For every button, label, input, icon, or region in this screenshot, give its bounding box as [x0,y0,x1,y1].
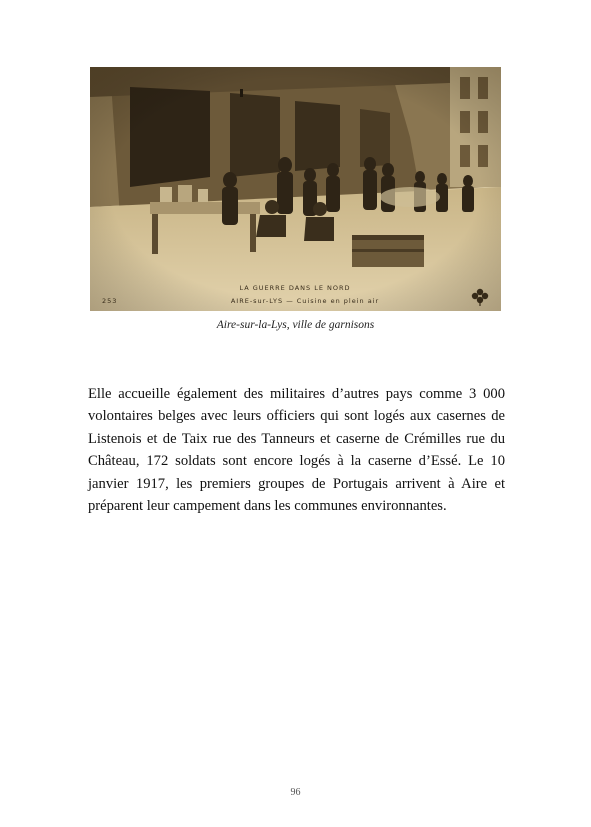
body-paragraph: Elle accueille également des militaires d’autres pays comme 3 000 volontaires belges avec leurs officiers qui sont logés aux casernes de Listenois et de Taix rue des Tanneurs et caserne de Crémilles rue du Château, 172 soldats sont encore logés à la caserne d’Essé. Le 10 janvier 1917, les premiers groupes de Portugais arrivent à Aire et préparent leur campement dans les communes environnantes. [88,385,505,515]
historic-postcard-photo [90,67,501,311]
figure-caption: Aire-sur-la-Lys, ville de garnisons [216,319,375,331]
page-number: 96 [290,787,301,798]
postcard-illustration [90,67,501,311]
